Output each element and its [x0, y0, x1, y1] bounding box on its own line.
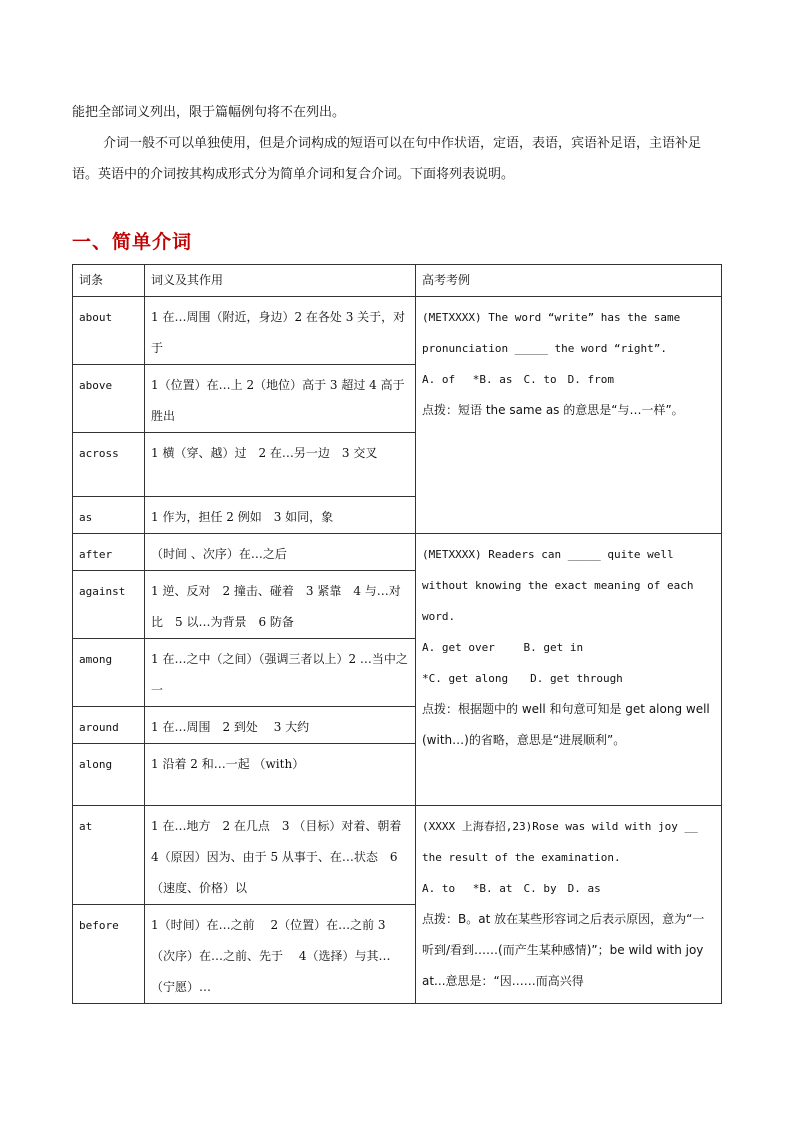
- row-word-against: against: [73, 571, 145, 639]
- row-word-at: at: [73, 806, 145, 905]
- row-meaning-among: 1 在…之中（之间）（强调三者以上）2 …当中之一: [145, 639, 416, 707]
- row-word-as: as: [73, 497, 145, 534]
- example-1-options: A. of *B. as C. to D. from: [422, 373, 614, 386]
- table-row: [73, 534, 722, 571]
- example-cell-1: [416, 297, 722, 534]
- example-3-question: (XXXX 上海春招,23)Rose was wild with joy __ the result of the examination.: [422, 820, 698, 864]
- example-1-question: (METXXXX) The word “write” has the same pronunciation _____ the word “right”.: [422, 311, 681, 355]
- row-word-after: after: [73, 534, 145, 571]
- row-meaning-before: 1（时间）在…之前 2（位置）在…之前 3（次序）在…之前、先于 4（选择）与其…（宁愿）…: [145, 905, 416, 1004]
- example-2-question: (METXXXX) Readers can _____ quite well without knowing the exact meaning of each word.: [422, 548, 694, 623]
- example-2-options-1: A. get over B. get in: [422, 641, 584, 654]
- intro-paragraph: 介词一般不可以单独使用，但是介词构成的短语可以在句中作状语，定语，表语，宾语补足语，主语补足语。英语中的介词按其构成形式分为简单介词和复合介词。下面将列表说明。: [72, 136, 702, 182]
- example-1-note: 点拨：短语 the same as 的意思是“与…一样”。: [422, 403, 684, 417]
- table-row: [73, 806, 722, 905]
- header-word: 词条: [73, 265, 145, 297]
- row-word-above: above: [73, 365, 145, 433]
- example-2-note: 点拨：根据题中的 well 和句意可知是 get along well (with…)的省略，意思是“进展顺利”。: [422, 702, 710, 747]
- example-3-note: 点拨：B。at 放在某些形容词之后表示原因，意为“一听到/看到……(而产生某种感情)”；be wild with joy at...意思是：“因……而高兴得: [422, 912, 705, 988]
- header-meaning: 词义及其作用: [145, 265, 416, 297]
- row-meaning-as: 1 作为，担任 2 例如 3 如同，象: [145, 497, 416, 534]
- table-header-row: [73, 265, 722, 297]
- row-word-before: before: [73, 905, 145, 1004]
- row-meaning-against: 1 逆、反对 2 撞击、碰着 3 紧靠 4 与…对比 5 以…为背景 6 防备: [145, 571, 416, 639]
- preposition-table: [72, 264, 722, 1004]
- table-row: [73, 297, 722, 365]
- row-word-about: about: [73, 297, 145, 365]
- intro-line-1: 能把全部词义列出，限于篇幅例句将不在列出。: [72, 105, 346, 120]
- row-meaning-along: 1 沿着 2 和…一起 （with）: [145, 744, 416, 806]
- example-3-options: A. to *B. at C. by D. as: [422, 882, 601, 895]
- row-word-along: along: [73, 744, 145, 806]
- row-meaning-after: （时间 、次序）在…之后: [145, 534, 416, 571]
- header-examples: 高考考例: [416, 265, 722, 297]
- row-meaning-around: 1 在…周围 2 到处 3 大约: [145, 707, 416, 744]
- example-cell-3: [416, 806, 722, 1004]
- row-meaning-at: 1 在…地方 2 在几点 3 （目标）对着、朝着 4（原因）因为、由于 5 从事于、在…状态 6 （速度、价格）以: [145, 806, 416, 905]
- row-word-across: across: [73, 433, 145, 497]
- row-meaning-across: 1 横（穿、越）过 2 在…另一边 3 交叉: [145, 433, 416, 497]
- example-2-options-2: *C. get along D. get through: [422, 672, 623, 685]
- example-cell-2: [416, 534, 722, 806]
- row-word-among: among: [73, 639, 145, 707]
- row-meaning-about: 1 在…周围（附近，身边）2 在各处 3 关于，对于: [145, 297, 416, 365]
- section-title: 一、简单介词: [72, 231, 193, 253]
- row-meaning-above: 1（位置）在…上 2（地位）高于 3 超过 4 高于 胜出: [145, 365, 416, 433]
- row-word-around: around: [73, 707, 145, 744]
